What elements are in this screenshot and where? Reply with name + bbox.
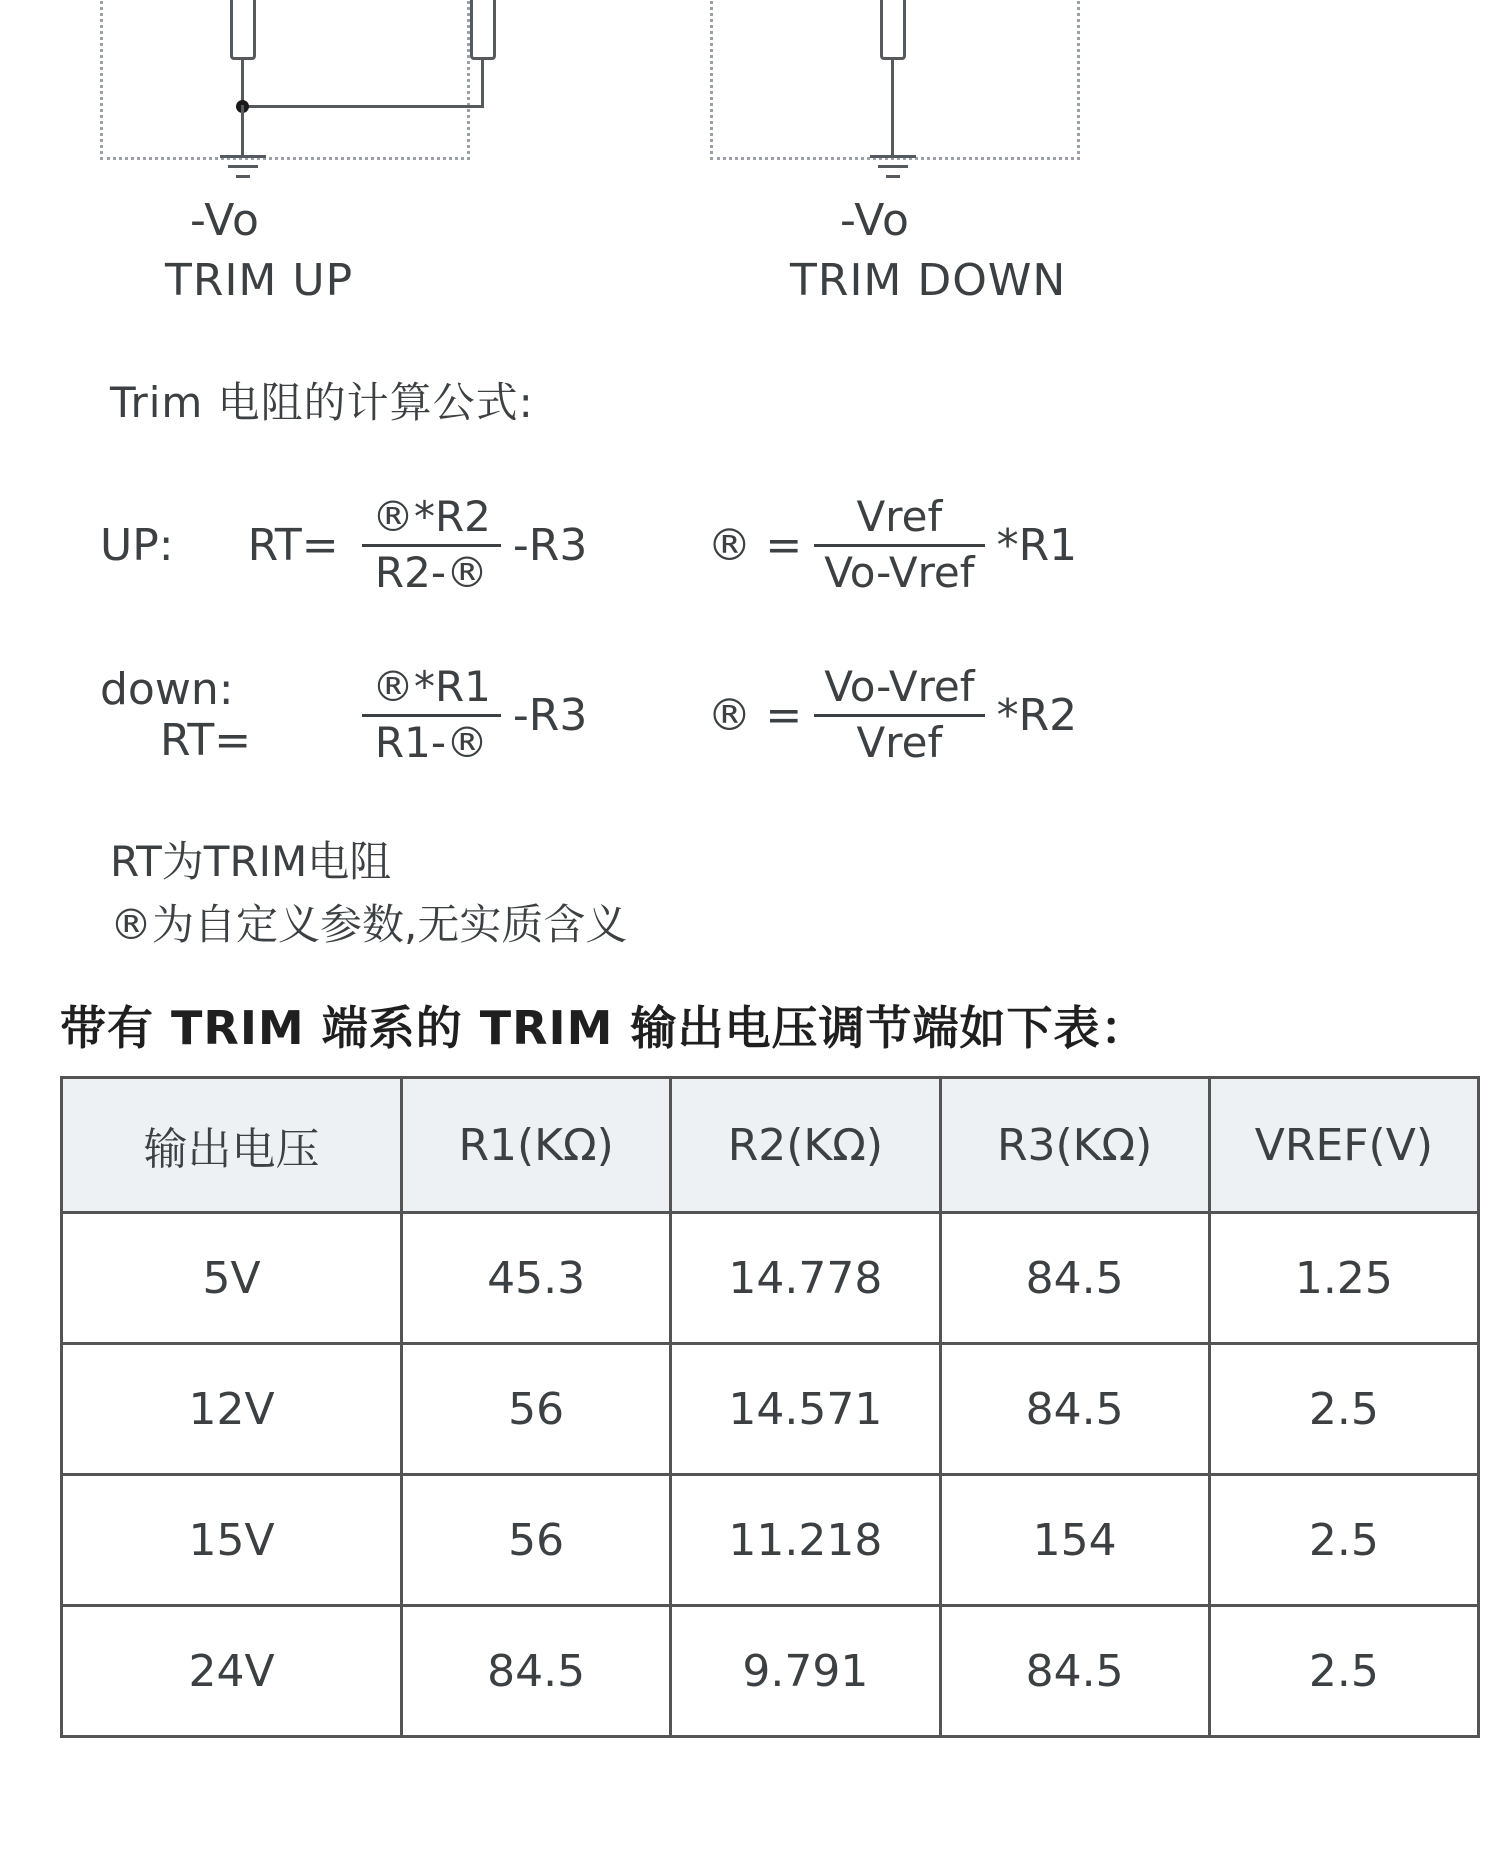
table-cell: 9.791 bbox=[671, 1606, 940, 1737]
table-row bbox=[62, 1475, 1479, 1606]
formula-row-up bbox=[100, 460, 1460, 630]
formula-down-rhs bbox=[707, 661, 1077, 769]
table-header-cell: R1(KΩ) bbox=[402, 1078, 671, 1213]
formula-title: Trim 电阻的计算公式: bbox=[110, 378, 534, 427]
formula-down-rhs-tail: *R2 bbox=[996, 689, 1078, 741]
formula-down-rhs-fraction bbox=[814, 661, 984, 769]
formula-up-rhs bbox=[707, 491, 1077, 599]
formula-up-rhs-fraction bbox=[814, 491, 984, 599]
table-header-cell: VREF(V) bbox=[1209, 1078, 1478, 1213]
resistor-rt-symbol bbox=[470, 0, 496, 60]
caption-trim-down: TRIM DOWN bbox=[790, 255, 1067, 306]
formula-row-down bbox=[100, 630, 1460, 800]
table-cell: 14.778 bbox=[671, 1213, 940, 1344]
formula-notes bbox=[110, 830, 1460, 956]
caption-trim-up: TRIM UP bbox=[165, 255, 354, 306]
formula-down-lhs: RT= bbox=[160, 715, 252, 766]
table-cell: 14.571 bbox=[671, 1344, 940, 1475]
table-cell: 2.5 bbox=[1209, 1475, 1478, 1606]
table-cell: 84.5 bbox=[402, 1606, 671, 1737]
formula-down-label-group bbox=[100, 664, 350, 766]
formula-up-rhs-tail: *R1 bbox=[996, 519, 1078, 571]
wire-to-ground bbox=[241, 105, 244, 155]
table-header-cell: R2(KΩ) bbox=[671, 1078, 940, 1213]
wire-to-ground bbox=[891, 60, 894, 155]
trim-voltage-table bbox=[60, 1076, 1480, 1738]
formula-up-label: UP: bbox=[100, 519, 174, 571]
table-cell: 1.25 bbox=[1209, 1213, 1478, 1344]
table-header-cell: R3(KΩ) bbox=[940, 1078, 1209, 1213]
label-rt bbox=[510, 0, 564, 1]
label-r2 bbox=[756, 0, 815, 1]
formula-down-tail: -R3 bbox=[512, 689, 588, 741]
table-header-cell: 输出电压 bbox=[62, 1078, 402, 1213]
table-cell: 5V bbox=[62, 1213, 402, 1344]
formula-up-label-group bbox=[100, 520, 350, 571]
formula-down-label: down: bbox=[100, 664, 234, 715]
table-cell: 84.5 bbox=[940, 1344, 1209, 1475]
table-cell: 2.5 bbox=[1209, 1606, 1478, 1737]
table-cell: 2.5 bbox=[1209, 1344, 1478, 1475]
formula-down-fraction bbox=[362, 661, 501, 769]
formula-up-denominator: R2-® bbox=[374, 547, 488, 597]
formula-up-rhs-numerator: Vref bbox=[856, 492, 943, 542]
note-r-param: ®为自定义参数,无实质含义 bbox=[110, 900, 628, 949]
ground-symbol bbox=[870, 155, 916, 181]
resistor-r2-symbol bbox=[230, 0, 256, 60]
table-cell: 45.3 bbox=[402, 1213, 671, 1344]
formula-up-lhs: RT= bbox=[247, 519, 339, 571]
formula-down-rhs-lhs: ® = bbox=[707, 689, 803, 741]
table-row bbox=[62, 1606, 1479, 1737]
formula-up-rhs-denominator: Vo-Vref bbox=[824, 547, 975, 597]
label-r2 bbox=[106, 0, 165, 1]
section-title: 带有 TRIM 端系的 TRIM 输出电压调节端如下表： bbox=[60, 1001, 1148, 1055]
formula-down-rhs-denominator: Vref bbox=[856, 717, 943, 767]
table-row bbox=[62, 1344, 1479, 1475]
resistor-r2-symbol bbox=[880, 0, 906, 60]
dashed-boundary bbox=[100, 0, 470, 160]
table-cell: 11.218 bbox=[671, 1475, 940, 1606]
formula-down-numerator: ®*R1 bbox=[372, 662, 491, 712]
output-label-vo: -Vo bbox=[840, 195, 910, 246]
circuit-diagram-row bbox=[40, 0, 1460, 360]
formula-up-tail: -R3 bbox=[512, 519, 588, 571]
formula-up-fraction bbox=[362, 491, 501, 599]
table-cell: 84.5 bbox=[940, 1213, 1209, 1344]
table-cell: 56 bbox=[402, 1475, 671, 1606]
output-label-vo: -Vo bbox=[190, 195, 260, 246]
formula-down-rhs-numerator: Vo-Vref bbox=[824, 662, 975, 712]
note-rt: RT为TRIM电阻 bbox=[110, 837, 392, 886]
table-cell: 56 bbox=[402, 1344, 671, 1475]
wire-node-bus bbox=[241, 105, 484, 108]
formula-down-expression bbox=[350, 661, 587, 769]
table-cell: 24V bbox=[62, 1606, 402, 1737]
formula-up-rhs-lhs: ® = bbox=[707, 519, 803, 571]
table-cell: 12V bbox=[62, 1344, 402, 1475]
table-header-row bbox=[62, 1078, 1479, 1213]
table-cell: 84.5 bbox=[940, 1606, 1209, 1737]
formula-up-numerator: ®*R2 bbox=[372, 492, 491, 542]
formula-up-expression bbox=[350, 491, 587, 599]
table-cell: 154 bbox=[940, 1475, 1209, 1606]
formula-down-denominator: R1-® bbox=[374, 717, 488, 767]
wire-rt-bottom bbox=[481, 60, 484, 108]
table-cell: 15V bbox=[62, 1475, 402, 1606]
formula-list bbox=[100, 460, 1460, 800]
ground-symbol bbox=[220, 155, 266, 181]
table-row bbox=[62, 1213, 1479, 1344]
